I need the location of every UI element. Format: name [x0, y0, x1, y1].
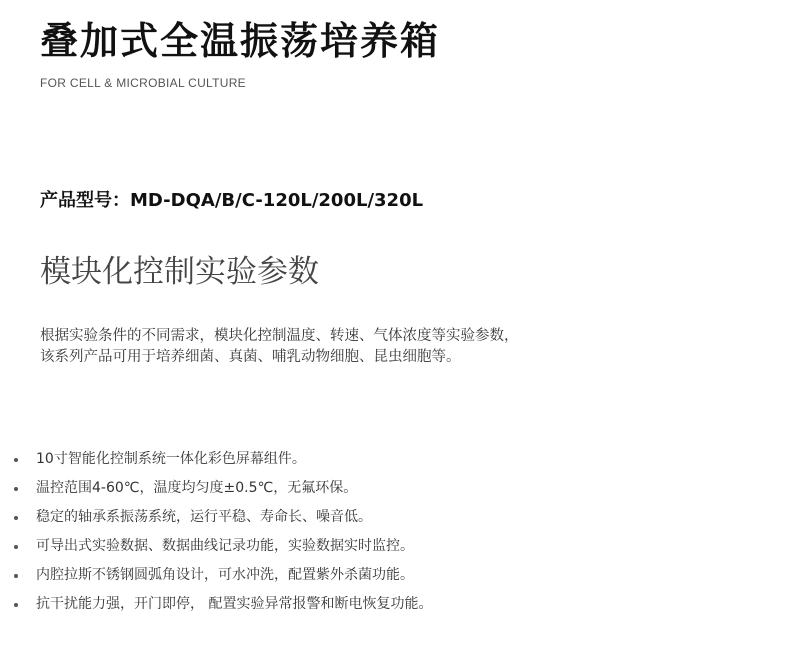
feature-text: 温控范围4-60℃，温度均匀度±0.5℃，无氟环保。	[36, 480, 358, 496]
feature-text: 稳定的轴承系振荡系统，运行平稳、寿命长、噪音低。	[36, 509, 372, 525]
feature-text: 可导出式实验数据、数据曲线记录功能，实验数据实时监控。	[36, 538, 414, 554]
section-heading: 模块化控制实验参数	[40, 254, 319, 290]
list-item	[14, 445, 432, 474]
feature-text: 抗干扰能力强，开门即停， 配置实验异常报警和断电恢复功能。	[36, 596, 433, 612]
bullet-icon	[14, 545, 18, 549]
bullet-icon	[14, 574, 18, 578]
bullet-icon	[14, 603, 18, 607]
bullet-icon	[14, 458, 18, 462]
list-item	[14, 532, 432, 561]
list-item	[14, 503, 432, 532]
section-description: 根据实验条件的不同需求，模块化控制温度、转速、气体浓度等实验参数，该系列产品可用于培养细菌、真菌、哺乳动物细胞、昆虫细胞等。	[40, 328, 519, 365]
feature-list	[14, 445, 432, 619]
feature-text: 10寸智能化控制系统一体化彩色屏幕组件。	[36, 451, 306, 467]
bullet-icon	[14, 516, 18, 520]
list-item	[14, 474, 432, 503]
product-model: 产品型号：MD-DQA/B/C-120L/200L/320L	[40, 190, 424, 211]
list-item	[14, 561, 432, 590]
page-title: 叠加式全温振荡培养箱	[40, 19, 441, 63]
feature-text: 内腔拉斯不锈钢圆弧角设计，可水冲洗，配置紫外杀菌功能。	[36, 567, 414, 583]
bullet-icon	[14, 487, 18, 491]
page-subtitle: FOR CELL & MICROBIAL CULTURE	[40, 76, 246, 90]
list-item	[14, 590, 432, 619]
